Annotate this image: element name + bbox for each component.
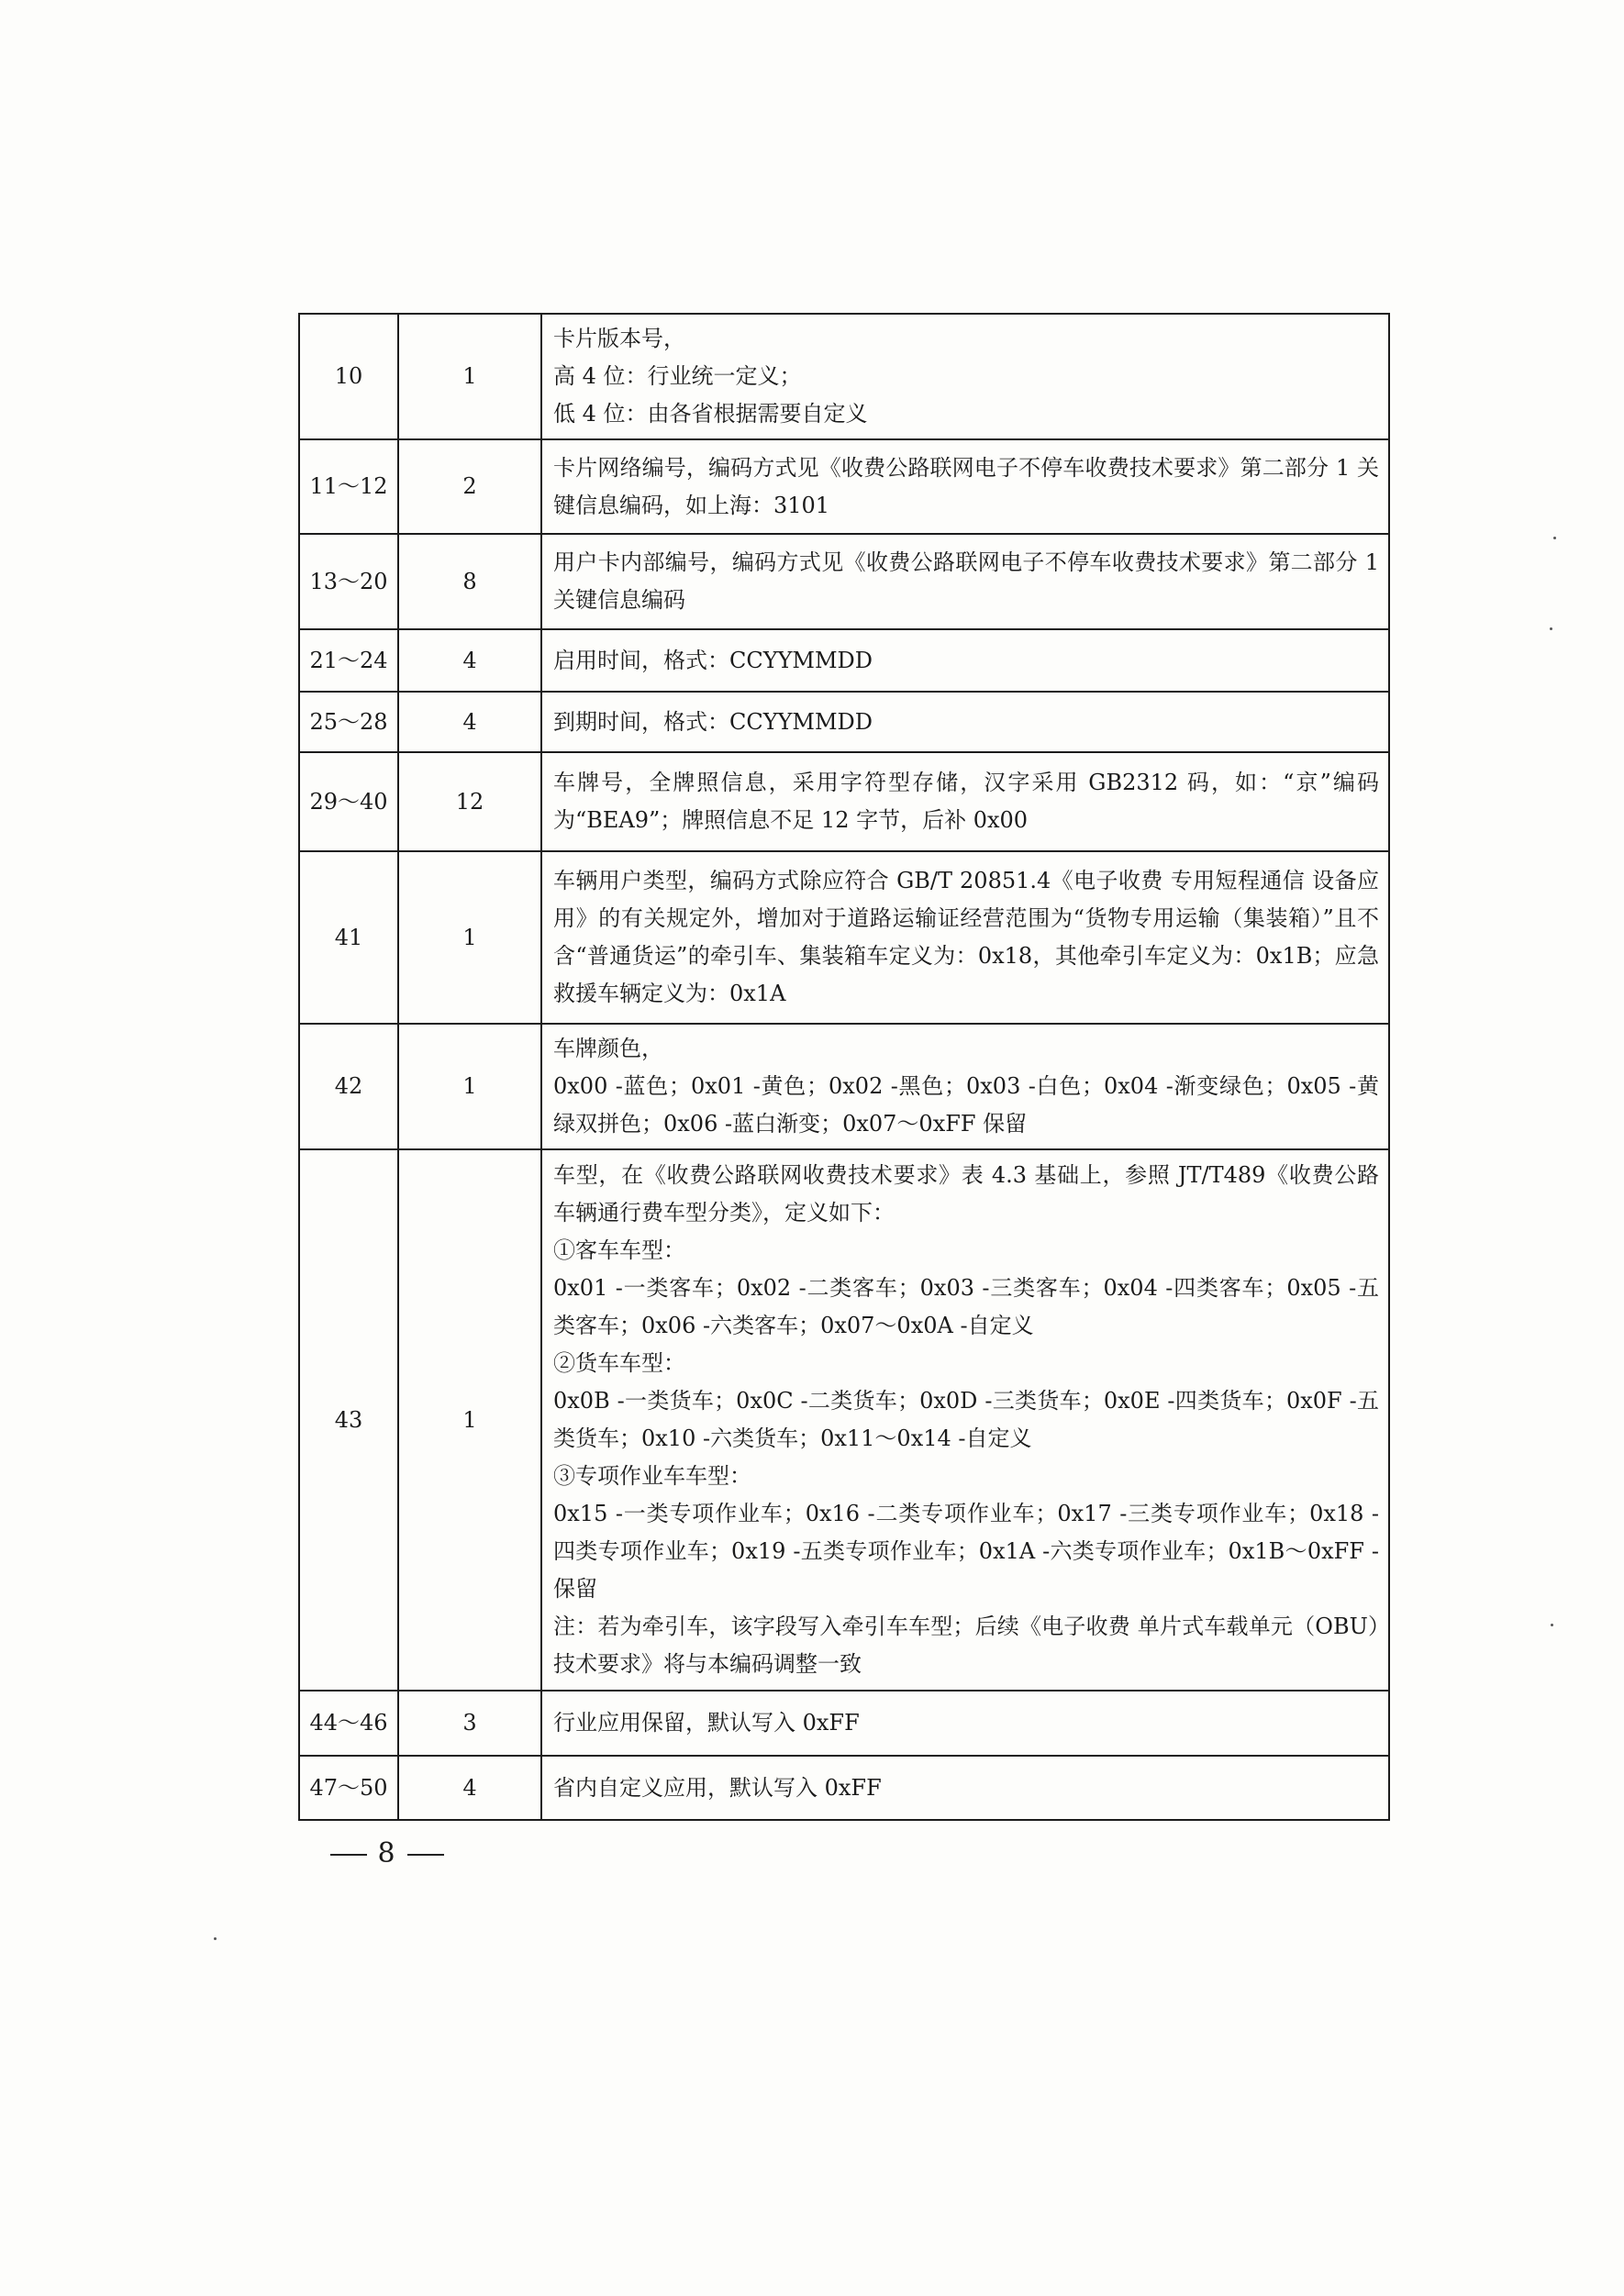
byte-cell: 41 [299,851,398,1024]
description-line: 卡片版本号， [553,326,685,351]
table-row [299,1756,1389,1820]
page-footer [330,1837,444,1869]
description-line: 省内自定义应用，默认写入 0xFF [553,1774,882,1801]
table-body [299,314,1389,1820]
description-cell [541,534,1389,629]
byte-cell: 21～24 [299,629,398,692]
description-line: 到期时间，格式：CCYYMMDD [553,708,873,735]
length-cell: 2 [398,439,541,534]
description-cell [541,752,1389,851]
description-line: 启用时间，格式：CCYYMMDD [553,647,873,673]
table-row [299,851,1389,1024]
description-line: 注：若为牵引车，该字段写入牵引车车型；后续《电子收费 单片式车载单元（OBU）技术要求》将与本编码调整一致 [553,1614,1379,1677]
length-cell: 1 [398,1149,541,1691]
table-row [299,1691,1389,1756]
table-row [299,692,1389,752]
byte-cell: 11～12 [299,439,398,534]
table-row [299,1024,1389,1149]
description-cell [541,1149,1389,1691]
table-row [299,1149,1389,1691]
length-cell: 3 [398,1691,541,1756]
description-line: 0x0B -一类货车；0x0C -二类货车；0x0D -三类货车；0x0E -四类货车；0x0F -五类货车；0x10 -六类货车；0x11～0x14 -自定义 [553,1388,1379,1451]
description-line: 行业应用保留，默认写入 0xFF [553,1710,860,1736]
page-number: 8 [377,1837,397,1869]
description-line: 车型，在《收费公路联网收费技术要求》表 4.3 基础上，参照 JT/T489《收费公路车辆通行费车型分类》，定义如下： [553,1162,1379,1226]
scan-speck [214,1937,217,1940]
footer-dash-right [407,1854,444,1856]
length-cell: 1 [398,851,541,1024]
byte-cell: 10 [299,314,398,439]
description-line: ②货车车型： [553,1350,685,1376]
table-row [299,629,1389,692]
description-line: 低 4 位：由各省根据需要自定义 [553,401,868,427]
description-cell [541,1756,1389,1820]
scan-speck [1550,627,1552,630]
description-cell [541,692,1389,752]
length-cell: 4 [398,692,541,752]
byte-cell: 25～28 [299,692,398,752]
byte-cell: 43 [299,1149,398,1691]
description-cell [541,1691,1389,1756]
table-row [299,534,1389,629]
description-line: 0x01 -一类客车；0x02 -二类客车；0x03 -三类客车；0x04 -四类客车；0x05 -五类客车；0x06 -六类客车；0x07～0x0A -自定义 [553,1275,1379,1338]
footer-dash-left [330,1854,367,1856]
length-cell: 8 [398,534,541,629]
description-line: 高 4 位：行业统一定义； [553,363,802,389]
description-line: 车牌号，全牌照信息，采用字符型存储，汉字采用 GB2312 码，如：“京”编码为“BEA9”；牌照信息不足 12 字节，后补 0x00 [553,770,1379,833]
description-cell [541,851,1389,1024]
description-line: 0x00 -蓝色；0x01 -黄色；0x02 -黑色；0x03 -白色；0x04 -渐变绿色；0x05 -黄绿双拼色；0x06 -蓝白渐变；0x07～0xFF 保留 [553,1073,1379,1137]
byte-cell: 29～40 [299,752,398,851]
scan-speck [1551,1624,1553,1626]
length-cell: 1 [398,314,541,439]
scan-speck [1553,537,1556,539]
description-cell [541,314,1389,439]
byte-cell: 47～50 [299,1756,398,1820]
length-cell: 4 [398,629,541,692]
table-row [299,439,1389,534]
description-line: 车辆用户类型，编码方式除应符合 GB/T 20851.4《电子收费 专用短程通信 设备应用》的有关规定外，增加对于道路运输证经营范围为“货物专用运输（集装箱）”且不含“普通货运”的牵引车、集装箱车定义为：0x18，其他牵引车定义为：0x1B；应急救援车辆定义为：0x1A [553,868,1379,1006]
description-line: ③专项作业车车型： [553,1463,751,1489]
description-cell [541,629,1389,692]
description-cell [541,1024,1389,1149]
description-line: ①客车车型： [553,1237,685,1263]
description-cell [541,439,1389,534]
description-line: 用户卡内部编号，编码方式见《收费公路联网电子不停车收费技术要求》第二部分 1 关键信息编码 [553,549,1379,613]
length-cell: 4 [398,1756,541,1820]
byte-cell: 42 [299,1024,398,1149]
description-line: 卡片网络编号，编码方式见《收费公路联网电子不停车收费技术要求》第二部分 1 关键信息编码，如上海：3101 [553,454,1379,518]
length-cell: 12 [398,752,541,851]
description-line: 0x15 -一类专项作业车；0x16 -二类专项作业车；0x17 -三类专项作业车；0x18 -四类专项作业车；0x19 -五类专项作业车；0x1A -六类专项作业车；0x1B～0xFF -保留 [553,1501,1379,1602]
byte-cell: 44～46 [299,1691,398,1756]
byte-cell: 13～20 [299,534,398,629]
field-definition-table [298,313,1390,1821]
table-row [299,752,1389,851]
table-row [299,314,1389,439]
length-cell: 1 [398,1024,541,1149]
description-line: 车牌颜色， [553,1036,663,1061]
